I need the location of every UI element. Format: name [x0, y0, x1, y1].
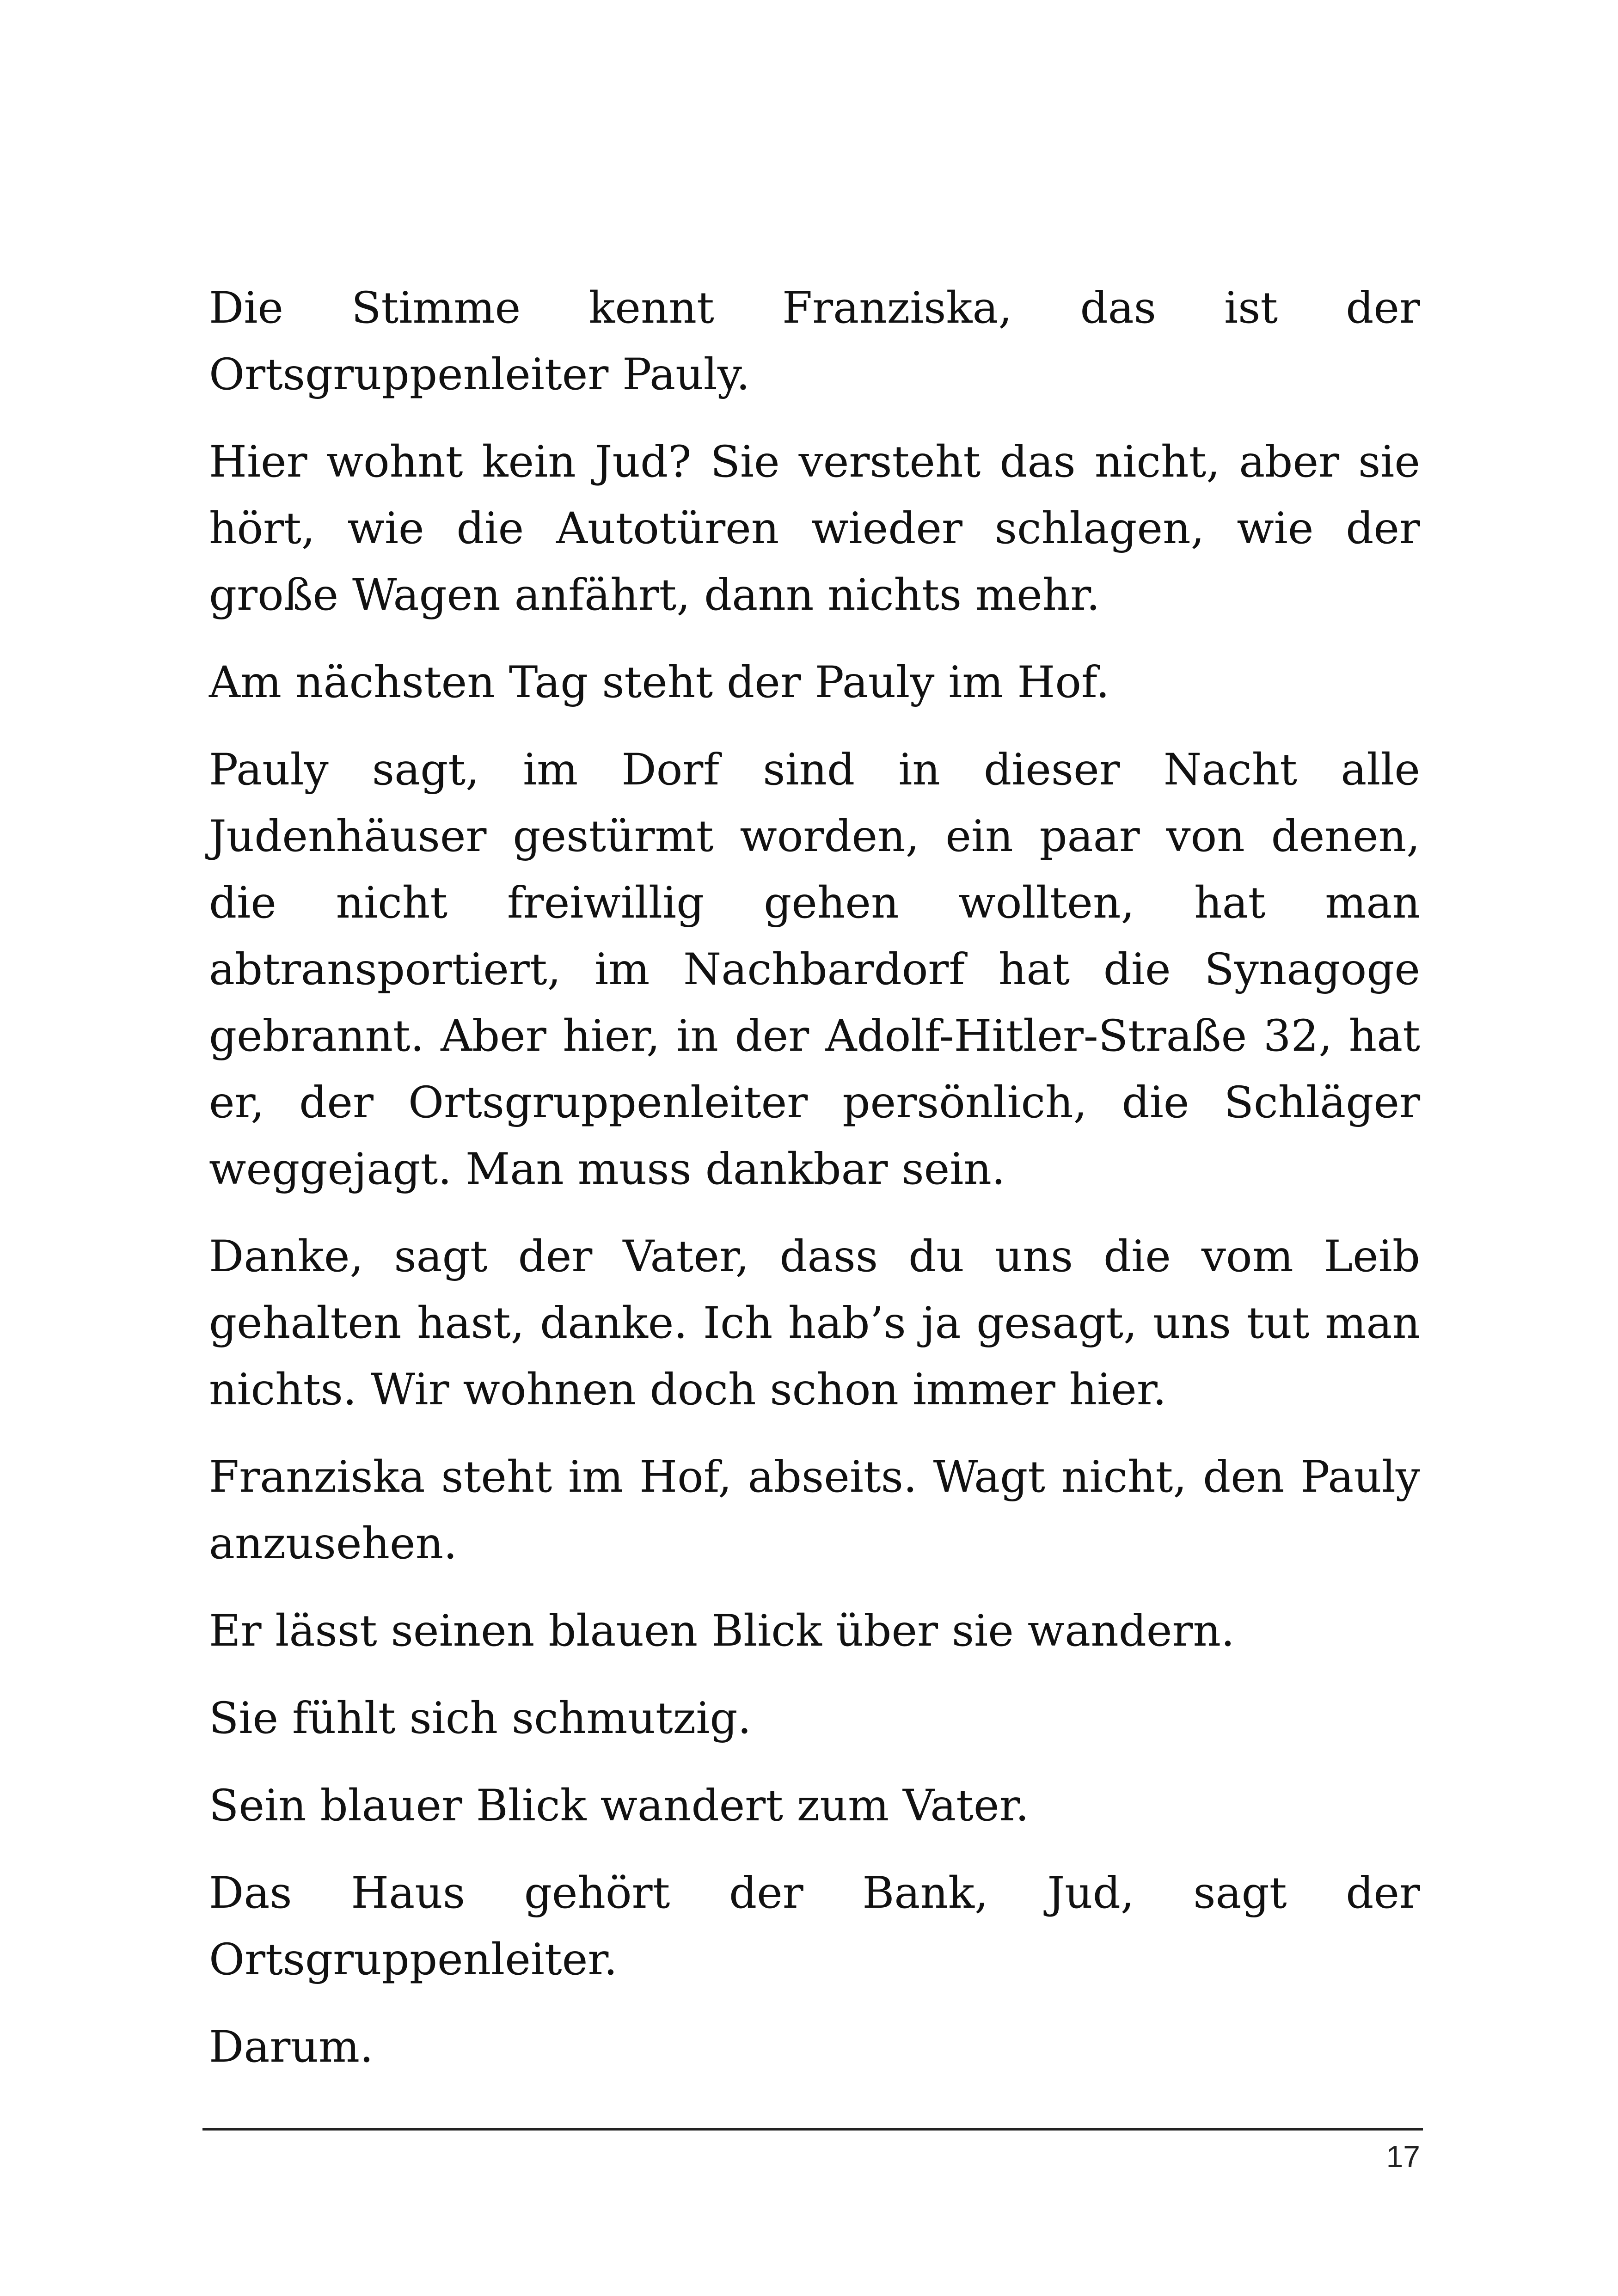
paragraph: Franziska steht im Hof, abseits. Wagt nicht, den Pauly anzusehen.: [209, 1452, 1420, 1569]
paragraph: Hier wohnt kein Jud? Sie versteht das nicht, aber sie hört, wie die Autotüren wieder schlagen, wie der große Wagen anfährt, dann nichts mehr.: [209, 437, 1420, 620]
page-number: 17: [1386, 2139, 1420, 2174]
paragraph: Darum.: [209, 2022, 374, 2072]
paragraph: Sein blauer Blick wandert zum Vater.: [209, 1781, 1030, 1831]
paragraph: Am nächsten Tag steht der Pauly im Hof.: [209, 657, 1110, 708]
paragraph: Das Haus gehört der Bank, Jud, sagt der Ortsgruppenleiter.: [209, 1868, 1420, 1985]
footer-rule: [202, 2128, 1423, 2131]
paragraph: Er lässt seinen blauen Blick über sie wandern.: [209, 1606, 1235, 1656]
paragraph: Danke, sagt der Vater, dass du uns die vom Leib gehalten hast, danke. Ich hab’s ja gesagt, uns tut man nichts. Wir wohnen doch schon immer hier.: [209, 1231, 1420, 1415]
paragraph: Pauly sagt, im Dorf sind in dieser Nacht alle Judenhäuser gestürmt worden, ein paar von denen, die nicht freiwillig gehen wollten, hat man abtransportiert, im Nachbardorf hat die Synagoge gebrannt. Aber hier, in der Adolf-Hitler-Straße 32, hat er, der Ortsgruppenleiter persönlich, die Schläger weggejagt. Man muss dankbar sein.: [209, 745, 1420, 1194]
paragraph: Sie fühlt sich schmutzig.: [209, 1693, 752, 1744]
paragraph: Die Stimme kennt Franziska, das ist der Ortsgruppenleiter Pauly.: [209, 283, 1420, 400]
body-text: [209, 275, 1420, 2101]
